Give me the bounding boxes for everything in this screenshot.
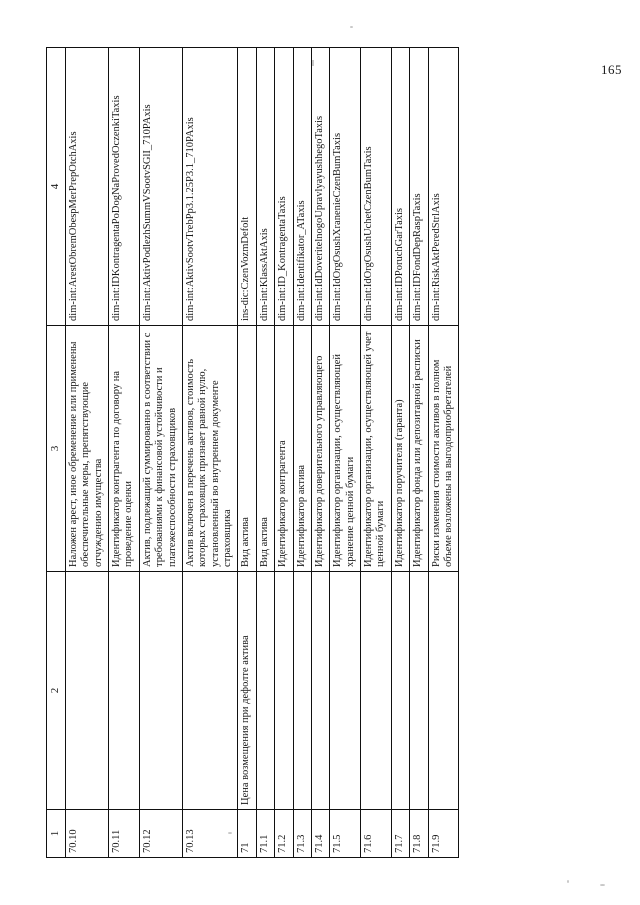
row-col3: Идентификатор доверительного управляющего xyxy=(311,325,329,571)
page-number: 165 xyxy=(601,62,622,77)
row-col4: dim-int:IDFondDepRaspTaxis xyxy=(410,47,428,325)
row-col4: dim-int:RiskAktPeredStrlAxis xyxy=(428,47,459,325)
row-col3: Идентификатор контрагента по договору на проведение оценки xyxy=(109,325,140,571)
row-col4: dim-int:Identifikator_ATaxis xyxy=(293,47,311,325)
row-col3: Актив включен в перечень активов, стоимость которых страховщик признает равной нулю, установленный во внутреннем документе страховщика xyxy=(182,325,238,571)
row-col2 xyxy=(311,571,329,809)
table-row xyxy=(256,47,274,857)
row-col2 xyxy=(428,571,459,809)
table-row xyxy=(275,47,293,857)
row-col3: Идентификатор контрагента xyxy=(275,325,293,571)
row-col3: Вид актива xyxy=(256,325,274,571)
table-header-row xyxy=(47,47,66,857)
row-col4: dim-int:IdOrgOsushUchetCzenBumTaxis xyxy=(361,47,392,325)
row-col4: dim-int:ID_KontragentaTaxis xyxy=(275,47,293,325)
scan-artifact xyxy=(600,884,605,886)
scan-artifact xyxy=(312,60,314,66)
section-label: Цена возмещения при дефолте актива xyxy=(238,571,256,809)
row-number: 70.12 xyxy=(139,809,182,857)
column-header-3: 3 xyxy=(47,325,66,571)
table-row xyxy=(109,47,140,857)
row-col2 xyxy=(361,571,392,809)
rotated-table-container xyxy=(46,48,594,858)
table-row xyxy=(182,47,238,857)
table-row xyxy=(293,47,311,857)
row-number: 70.11 xyxy=(109,809,140,857)
row-number: 71.4 xyxy=(311,809,329,857)
row-col3: Идентификатор организации, осуществляющей учет ценной бумаги xyxy=(361,325,392,571)
table-row xyxy=(311,47,329,857)
table-row-section xyxy=(238,47,256,857)
row-col4: dim-int:IdDoveritelnogoUpravlyayushhegoTaxis xyxy=(311,47,329,325)
row-number: 71.8 xyxy=(410,809,428,857)
row-col2 xyxy=(410,571,428,809)
scan-artifact xyxy=(228,832,232,834)
row-number: 71.7 xyxy=(391,809,409,857)
row-number: 71.6 xyxy=(361,809,392,857)
row-number: 71.5 xyxy=(330,809,361,857)
row-col3: Актив, подлежащий суммированно в соответствии с требованиями к финансовой устойчивости и платежеспособности страховщиков xyxy=(139,325,182,571)
table-row xyxy=(139,47,182,857)
row-col3: Идентификатор поручителя (гаранта) xyxy=(391,325,409,571)
row-col4: dim-int:KlassAktAxis xyxy=(256,47,274,325)
row-col4: dim-int:ArestObremObespMerPrepOtchAxis xyxy=(65,47,108,325)
row-col3: Риски изменения стоимости активов в полном объеме возложены на выгодоприобретателей xyxy=(428,325,459,571)
table-row xyxy=(361,47,392,857)
row-col4: dim-int:IdOrgOsushXranenieCzenBumTaxis xyxy=(330,47,361,325)
row-number: 71.1 xyxy=(256,809,274,857)
row-col2 xyxy=(275,571,293,809)
row-col2 xyxy=(330,571,361,809)
column-header-1: 1 xyxy=(47,809,66,857)
table-row xyxy=(410,47,428,857)
row-col2 xyxy=(256,571,274,809)
row-col2 xyxy=(109,571,140,809)
table-row xyxy=(65,47,108,857)
row-col2 xyxy=(65,571,108,809)
table-row xyxy=(330,47,361,857)
row-col4: dim-int:IDKontragentaPoDogNaProvedOczenkiTaxis xyxy=(109,47,140,325)
row-col3: Идентификатор актива xyxy=(293,325,311,571)
row-col3: Наложен арест, иное обременение или применены обеспечительные меры, препятствующие отчуждению имущества xyxy=(65,325,108,571)
column-header-4: 4 xyxy=(47,47,66,325)
row-number: 71 xyxy=(238,809,256,857)
row-col3: Идентификатор организации, осуществляющей хранение ценной бумаги xyxy=(330,325,361,571)
row-col3: Вид актива xyxy=(238,325,256,571)
row-col2 xyxy=(182,571,238,809)
row-col3: Идентификатор фонда или депозитарной расписки xyxy=(410,325,428,571)
row-col4: ins-dic:CzenVozmDefolt xyxy=(238,47,256,325)
row-number: 71.9 xyxy=(428,809,459,857)
table-row xyxy=(428,47,459,857)
row-col2 xyxy=(139,571,182,809)
row-number: 70.10 xyxy=(65,809,108,857)
row-col4: dim-int:AktivPodlezhSummVSootvSGlI_710PAxis xyxy=(139,47,182,325)
row-col4: dim-int:IDPoruchGarTaxis xyxy=(391,47,409,325)
row-col4: dim-int:AktivSootvTrebPp3.1.25P3.1_710PAxis xyxy=(182,47,238,325)
scan-artifact xyxy=(350,26,353,28)
row-col2 xyxy=(391,571,409,809)
scan-artifact xyxy=(567,880,569,883)
row-number: 70.13 xyxy=(182,809,238,857)
requirements-table xyxy=(46,47,459,858)
row-number: 71.2 xyxy=(275,809,293,857)
table-row xyxy=(391,47,409,857)
row-col2 xyxy=(293,571,311,809)
column-header-2: 2 xyxy=(47,571,66,809)
row-number: 71.3 xyxy=(293,809,311,857)
